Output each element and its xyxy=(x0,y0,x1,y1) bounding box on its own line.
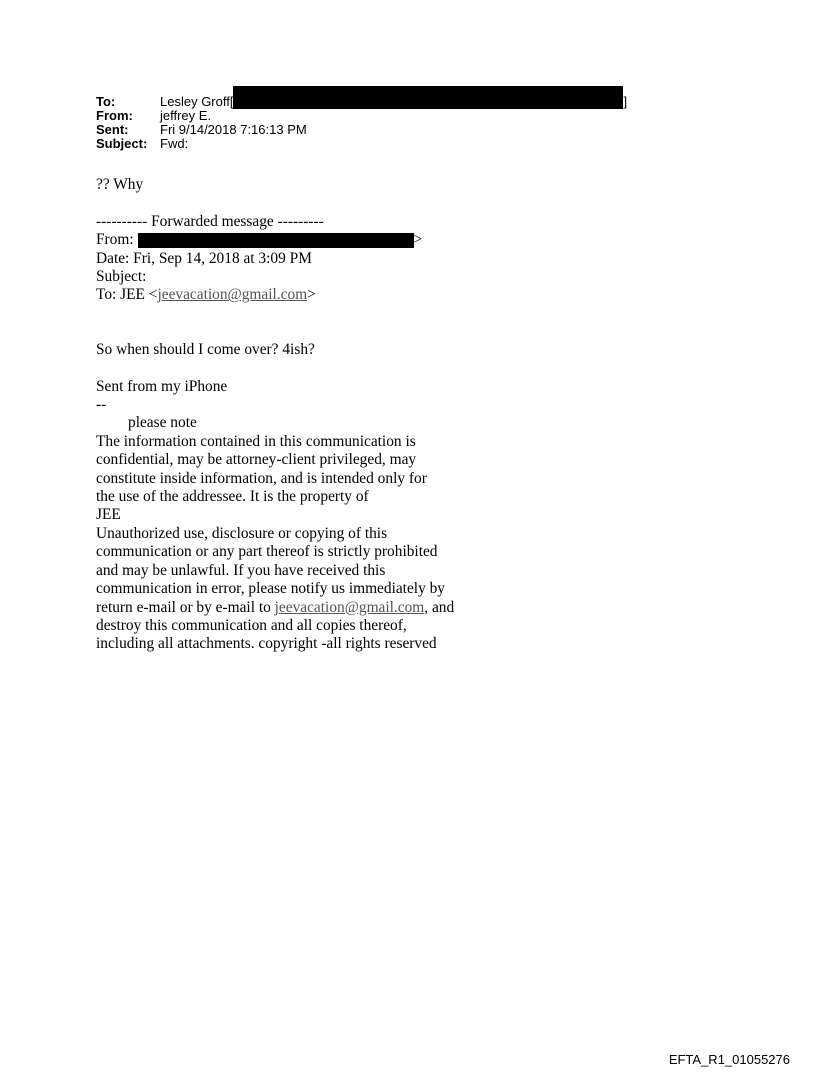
fwd-from-close: > xyxy=(413,231,423,249)
disclaimer-line: JEE xyxy=(96,506,121,524)
redaction-bar xyxy=(233,86,623,109)
disclaimer-line: destroy this communication and all copies thereof, xyxy=(96,616,407,634)
disclaimer-line: Unauthorized use, disclosure or copying of this xyxy=(96,524,388,542)
disclaimer-email-line xyxy=(96,599,516,617)
email-body xyxy=(96,176,516,654)
signature-line: Sent from my iPhone xyxy=(96,377,228,395)
subject-label: Subject: xyxy=(96,136,148,151)
from-value: jeffrey E. xyxy=(160,108,212,123)
disclaimer-line: the use of the addressee. It is the property of xyxy=(96,488,369,506)
signature-separator: -- xyxy=(96,396,107,414)
to-name: Lesley Groff[ xyxy=(160,94,234,109)
email-link[interactable]: jeevacation@gmail.com xyxy=(157,286,308,304)
fwd-from-line xyxy=(96,231,516,249)
disclaimer-line: communication or any part thereof is strictly prohibited xyxy=(96,543,438,561)
disclaimer-email-suffix: , and xyxy=(424,598,455,616)
from-label: From: xyxy=(96,108,133,123)
disclaimer-line: communication in error, please notify us immediately by xyxy=(96,580,446,598)
email-header xyxy=(96,95,627,151)
subject-row xyxy=(96,137,627,151)
opening-line: ?? Why xyxy=(96,176,144,193)
to-label: To: xyxy=(96,94,116,109)
disclaimer-line: The information contained in this communication is xyxy=(96,432,416,450)
to-row xyxy=(96,95,627,109)
sent-row xyxy=(96,123,627,137)
email-link[interactable]: jeevacation@gmail.com xyxy=(274,598,425,616)
fwd-to-line xyxy=(96,286,516,304)
message-line: So when should I come over? 4ish? xyxy=(96,340,315,358)
to-close-bracket: ] xyxy=(623,94,628,109)
subject-value: Fwd: xyxy=(160,136,189,151)
disclaimer-line: and may be unlawful. If you have received this xyxy=(96,561,386,579)
fwd-to-suffix: > xyxy=(307,286,316,304)
to-value xyxy=(160,95,627,109)
fwd-subject-line: Subject: xyxy=(96,268,147,286)
fwd-to-prefix: To: JEE < xyxy=(96,286,158,304)
disclaimer-line: including all attachments. copyright -all rights reserved xyxy=(96,635,437,653)
sent-label: Sent: xyxy=(96,122,129,137)
disclaimer-line: confidential, may be attorney-client privileged, may xyxy=(96,451,417,469)
note-title: please note xyxy=(128,414,197,432)
disclaimer-line: constitute inside information, and is intended only for xyxy=(96,469,427,487)
from-row xyxy=(96,109,627,123)
disclaimer-email-prefix: return e-mail or by e-mail to xyxy=(96,598,275,616)
redaction-bar xyxy=(138,233,414,248)
fwd-from-label: From: xyxy=(96,231,134,249)
fwd-date-line: Date: Fri, Sep 14, 2018 at 3:09 PM xyxy=(96,249,312,267)
document-id: EFTA_R1_01055276 xyxy=(668,1052,790,1067)
sent-value: Fri 9/14/2018 7:16:13 PM xyxy=(160,122,307,137)
forwarded-header: ---------- Forwarded message --------- xyxy=(96,212,324,230)
